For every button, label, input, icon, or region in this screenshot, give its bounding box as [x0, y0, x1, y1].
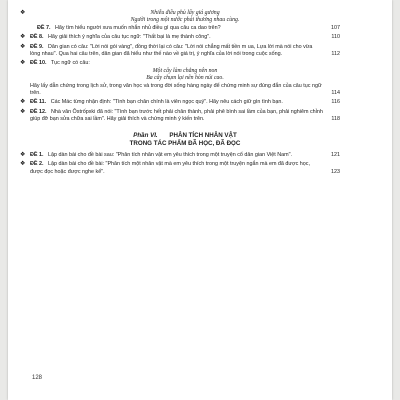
entry-page-number: 123: [331, 168, 340, 175]
entry-page-number: 114: [331, 90, 340, 97]
bullet-icon: ❖: [20, 10, 26, 16]
entry-page-number: 110: [331, 34, 340, 41]
page-number: 128: [32, 375, 43, 381]
toc-entry-de7: [20, 10, 340, 32]
verse-line: Ba cây chụm lại nên hòn núi cao.: [146, 75, 224, 82]
entry-heading: ĐỀ 10.: [30, 60, 47, 67]
part-title-line2: TRONG TÁC PHẨM ĐÃ HỌC, ĐÃ ĐỌC: [129, 139, 241, 147]
entry-heading: ĐỀ 1.: [30, 151, 44, 158]
bullet-icon: ❖: [20, 161, 26, 168]
bullet-icon: ❖: [20, 99, 26, 106]
verse-line: Một cây làm chẳng nên non: [152, 67, 218, 74]
entry-text: Các Mác từng nhận định: "Tình bạn chân chính là viên ngọc quý". Hãy nêu cách giữ gìn tình bạn.: [50, 99, 283, 106]
entry-text: Lập dàn bài cho đề bài sau: "Phân tích nhân vật em yêu thích trong một truyện cổ dân gian Việt Nam".: [47, 151, 293, 158]
book-page: [8, 0, 392, 400]
toc-entry-de9: [20, 43, 340, 59]
entry-heading: ĐỀ 9.: [30, 43, 44, 50]
entry-text: Dân gian có câu: "Lời nói gói vàng", đồng thời lại có câu: "Lời nói chẳng mất tiền m ua, Lựa lời mà nói cho vừa lòng nhau". Qua hai câu trên, dân gian đã hiểu như thế nào về giá trị, ý nghĩa của lời nói trong cuộc sống.: [30, 43, 313, 58]
entry-text: Hãy lấy dẫn chứng trong lịch sử, trong văn học và trong đời sống hàng ngày để chứng minh sự đúng đắn của câu tục ngữ trên.: [30, 82, 322, 97]
toc-entry-de11: [20, 99, 340, 106]
entry-text: Hãy giải thích ý nghĩa của câu tục ngữ: "Thất bại là mẹ thành công".: [47, 34, 211, 41]
entry-heading: ĐỀ 8.: [30, 34, 44, 41]
bullet-icon: ❖: [20, 60, 26, 67]
part-label: Phần VI.: [133, 131, 158, 139]
bullet-icon: ❖: [20, 151, 26, 158]
toc-entry-de10: [20, 60, 340, 97]
part-title-line1: PHÂN TÍCH NHÂN VẬT: [169, 131, 237, 139]
verse-line: Nhiễu điều phủ lấy giá gương: [150, 10, 220, 16]
entry-text: Nhà văn Ôstrốpxki đã nói: "Tình bạn trước hết phải chân thành, phải phê bình sai lầm của bạn, phải nghiêm chỉnh giúp đỡ bạn sửa chữa sai lầm". Hãy giải thích và chứng minh ý kiến trên.: [30, 108, 323, 123]
toc-entry-de1: [20, 151, 340, 159]
entry-text: Hãy tìm hiểu người xưa muốn nhắn nhủ điều gì qua câu ca dao trên?: [54, 24, 221, 31]
part-heading: [30, 132, 340, 148]
entry-heading: ĐỀ 7.: [37, 24, 51, 31]
entry-heading: ĐỀ 2.: [30, 161, 44, 168]
entry-page-number: 116: [331, 99, 340, 106]
bullet-icon: ❖: [20, 34, 26, 41]
toc-entry-de8: [20, 34, 340, 41]
bullet-icon: ❖: [20, 108, 26, 115]
toc-entry-de2: [20, 161, 340, 176]
entry-page-number: 112: [331, 51, 340, 58]
verse-line: Người trong một nước phải thương nhau cùng.: [130, 17, 240, 24]
entry-heading: ĐỀ 11.: [30, 99, 47, 106]
entry-page-number: 107: [331, 24, 340, 31]
toc-entry-de12: [20, 108, 340, 124]
entry-page-number: 121: [331, 151, 340, 158]
entry-text: Lập dàn bài cho đề bài: "Phân tích một nhân vật mà em yêu thích trong một truyện ngắn mà em đã được học, được đọc hoặc được nghe kể".: [30, 161, 310, 175]
toc-content: [20, 10, 340, 178]
entry-heading: ĐỀ 12.: [30, 108, 47, 115]
bullet-icon: ❖: [20, 43, 26, 50]
entry-page-number: 118: [331, 116, 340, 123]
entry-text: Tục ngữ có câu:: [50, 60, 90, 67]
